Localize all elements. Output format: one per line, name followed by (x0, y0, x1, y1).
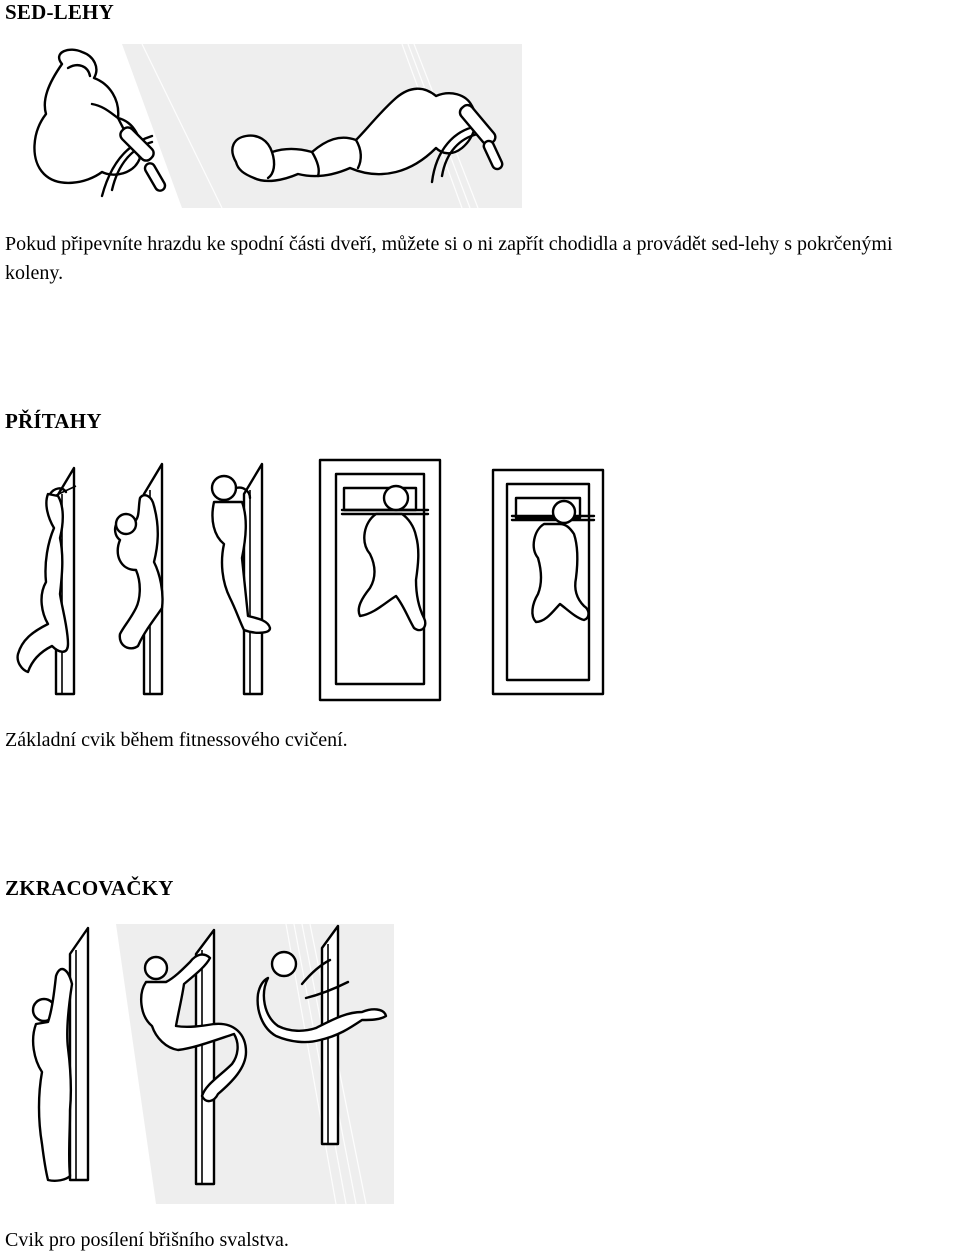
sit-ups-illustration (22, 44, 522, 210)
pull-ups-illustration (4, 458, 609, 704)
crunches-caption: Cvik pro posílení břišního svalstva. (5, 1229, 289, 1251)
sit-ups-description-line-1: Pokud připevníte hrazdu ke spodní části dveří, můžete si o ni zapřít chodidla a provádět sed-lehy s pokrčenými (5, 233, 893, 255)
section-heading-sit-ups: SED-LEHY (5, 0, 114, 24)
crunches-illustration (6, 924, 394, 1206)
pull-ups-caption: Základní cvik během fitnessového cvičení. (5, 729, 348, 751)
door-frame-side-3 (244, 464, 262, 694)
section-heading-pull-ups: PŘÍTAHY (5, 409, 102, 433)
section-heading-crunches: ZKRACOVAČKY (5, 876, 174, 900)
sit-ups-description-line-2: koleny. (5, 262, 64, 284)
